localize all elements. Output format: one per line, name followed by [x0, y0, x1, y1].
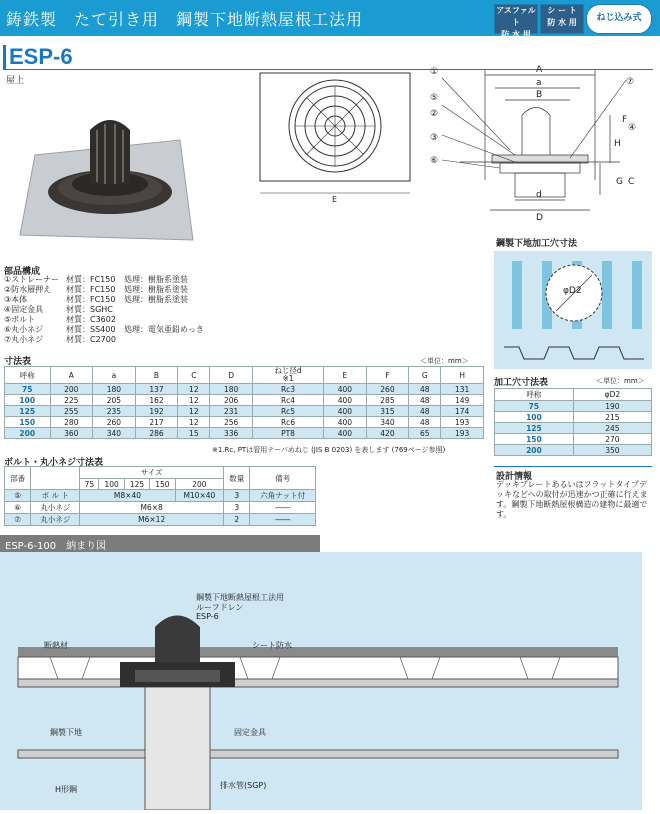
- table-row: [495, 445, 652, 456]
- badge-line2: 防 水 用: [547, 18, 577, 27]
- install-drawing: [0, 552, 642, 810]
- dims-header: a: [93, 367, 136, 384]
- cell: ボ ル ト: [31, 490, 80, 502]
- cell: 12: [178, 406, 210, 417]
- cell: 231: [210, 406, 253, 417]
- dim-a-lower: a: [536, 78, 542, 88]
- bolts-table: [4, 466, 316, 526]
- callout-1: ①: [430, 67, 439, 77]
- product-label-1: 鋼製下地断熱屋根工法用: [196, 593, 284, 602]
- cell: Rc6: [252, 417, 323, 428]
- bolts-h-note: 備考: [250, 467, 316, 490]
- cell: 420: [366, 428, 409, 439]
- cell: 260: [93, 417, 136, 428]
- location-label: 屋上: [6, 76, 25, 86]
- part-treatment: 処理：電気亜鉛めっき: [124, 325, 204, 334]
- install-diagram: [0, 552, 642, 810]
- cell: ――: [250, 514, 316, 526]
- bolts-title: ボルト・丸小ネジ寸法表: [4, 458, 104, 468]
- deck-plate-drawing: [494, 251, 652, 369]
- product-label-3: ESP-6: [196, 612, 219, 621]
- cell: 150: [495, 434, 574, 445]
- cell: ⑥: [5, 502, 31, 514]
- size-col: 100: [99, 479, 124, 490]
- table-row: [495, 434, 652, 445]
- cell: 255: [50, 406, 93, 417]
- cell: 75: [5, 384, 51, 395]
- cell: 150: [5, 417, 51, 428]
- bolts-h-name: [31, 467, 80, 490]
- dims-footnote: ※1.Rc, PTは管用テーパめねじ (JIS B 0203) を表します (769ページ参照): [212, 446, 446, 454]
- cell: M6×12: [80, 514, 224, 526]
- size-col: 200: [175, 479, 223, 490]
- cell: 15: [178, 428, 210, 439]
- dims-title: 寸法表: [4, 357, 32, 367]
- table-row: [5, 406, 484, 417]
- cell: 400: [324, 428, 367, 439]
- dims-unit: ＜単位：mm＞: [420, 357, 469, 365]
- cell: Rc5: [252, 406, 323, 417]
- dims-header: H: [441, 367, 484, 384]
- part-material: 材質：C2700: [66, 335, 116, 344]
- parts-list: [4, 275, 204, 345]
- dims-header: D: [210, 367, 253, 384]
- part-material: 材質：SGHC: [66, 305, 113, 314]
- cell: 100: [495, 412, 574, 423]
- cell: Rc3: [252, 384, 323, 395]
- cell: 256: [210, 417, 253, 428]
- table-row: [5, 417, 484, 428]
- cut-hole-label: φD2: [563, 286, 582, 296]
- cell: 200: [495, 445, 574, 456]
- design-title: 設計情報: [496, 472, 533, 482]
- cell: 125: [5, 406, 51, 417]
- part-material: 材質：C3602: [66, 315, 116, 324]
- cutdims-header: 呼称: [495, 389, 574, 401]
- dims-header: G: [409, 367, 441, 384]
- cell: 400: [324, 384, 367, 395]
- cell: 235: [93, 406, 136, 417]
- table-row: [495, 423, 652, 434]
- part-name: ②防水層押え: [4, 285, 52, 294]
- part-material: 材質：FC150: [66, 285, 116, 294]
- parts-row: [4, 305, 204, 315]
- callout-3: ③: [430, 133, 439, 143]
- page-title: 鋳鉄製 たて引き用 鋼製下地断熱屋根工法用: [6, 10, 364, 29]
- cell: 225: [50, 395, 93, 406]
- sheet-badge: [540, 4, 584, 34]
- cell: 75: [495, 401, 574, 412]
- cutdims-header: φD2: [573, 389, 651, 401]
- cell: 286: [135, 428, 178, 439]
- table-row: [495, 401, 652, 412]
- cell: 3: [224, 490, 250, 502]
- dim-f: F: [622, 115, 628, 125]
- h-beam-label: H形鋼: [55, 785, 78, 794]
- cut-diagram: [494, 251, 652, 369]
- parts-title: 部品構成: [4, 267, 41, 277]
- parts-row: [4, 295, 204, 305]
- cell: 192: [135, 406, 178, 417]
- cell: 12: [178, 395, 210, 406]
- cell: M6×8: [80, 502, 224, 514]
- dim-d-upper: D: [536, 213, 543, 223]
- cell: 315: [366, 406, 409, 417]
- size-col: 150: [150, 479, 175, 490]
- design-divider: [494, 466, 652, 467]
- parts-row: [4, 285, 204, 295]
- cell: 217: [135, 417, 178, 428]
- parts-row: [4, 275, 204, 285]
- section-view-drawing: [430, 60, 650, 225]
- dim-h: H: [614, 139, 621, 149]
- cell: 100: [5, 395, 51, 406]
- cell: 131: [441, 384, 484, 395]
- parts-row: [4, 315, 204, 325]
- cell: 125: [495, 423, 574, 434]
- dims-header-text: ねじ径d: [274, 366, 302, 375]
- table-row: [5, 502, 316, 514]
- dim-d-lower: d: [536, 190, 542, 200]
- cell: 丸小ネジ: [31, 514, 80, 526]
- part-treatment: 処理：樹脂系塗装: [124, 275, 188, 284]
- dim-a-upper: A: [536, 65, 543, 75]
- dim-g: G: [616, 177, 623, 187]
- dim-c: C: [628, 177, 635, 187]
- cell: M8×40: [80, 490, 175, 502]
- cell: 174: [441, 406, 484, 417]
- cell: 215: [573, 412, 651, 423]
- cell: 400: [324, 417, 367, 428]
- part-treatment: 処理：樹脂系塗装: [124, 295, 188, 304]
- part-material: 材質：FC150: [66, 275, 116, 284]
- cell: 270: [573, 434, 651, 445]
- dims-header: 呼称: [5, 367, 51, 384]
- part-name: ⑤ボルト: [4, 315, 36, 324]
- part-name: ③本体: [4, 295, 28, 304]
- cell: 3: [224, 502, 250, 514]
- badge-line1: アスファルト: [496, 6, 536, 27]
- install-title: ESP-6-100 納まり図: [5, 541, 107, 552]
- cell: 200: [5, 428, 51, 439]
- product-label-2: ルーフドレン: [196, 603, 244, 612]
- part-name: ⑥丸小ネジ: [4, 325, 44, 334]
- callout-2: ②: [430, 109, 439, 119]
- dims-header: C: [178, 367, 210, 384]
- cell: 360: [50, 428, 93, 439]
- cell: 193: [441, 417, 484, 428]
- parts-row: [4, 325, 204, 335]
- fixing-bracket-label: 固定金具: [234, 728, 266, 737]
- model-name: ESP-6: [9, 44, 73, 69]
- cell: 12: [178, 384, 210, 395]
- dims-header: A: [50, 367, 93, 384]
- cell: 206: [210, 395, 253, 406]
- cell: 180: [210, 384, 253, 395]
- cell: 65: [409, 428, 441, 439]
- size-col: 125: [124, 479, 149, 490]
- cell: 48: [409, 384, 441, 395]
- cell: M10×40: [175, 490, 223, 502]
- cell: 350: [573, 445, 651, 456]
- dims-table: [4, 366, 484, 439]
- cell: ――: [250, 502, 316, 514]
- design-text: デッキプレートあるいはフラットタイプデッキなどへの取付が迅速かつ正確に行えます。鋼製下地断熱屋根構造の建物に最適です。: [496, 480, 648, 519]
- part-name: ①ストレーナー: [4, 275, 60, 284]
- part-material: 材質：FC150: [66, 295, 116, 304]
- screw-badge: [586, 4, 652, 34]
- bolts-h-size: サイズ: [80, 467, 224, 479]
- cell: 340: [93, 428, 136, 439]
- table-row: [5, 395, 484, 406]
- cell: 六角ナット付: [250, 490, 316, 502]
- size-col: 75: [80, 479, 99, 490]
- callout-6: ⑥: [430, 156, 439, 166]
- callout-5: ⑤: [430, 93, 439, 103]
- table-row: [5, 428, 484, 439]
- cell: 200: [50, 384, 93, 395]
- dim-b: B: [536, 90, 543, 100]
- cell: 48: [409, 395, 441, 406]
- table-row: [5, 514, 316, 526]
- parts-row: [4, 335, 204, 345]
- part-treatment: 処理：樹脂系塗装: [124, 285, 188, 294]
- part-name: ⑦丸小ネジ: [4, 335, 44, 344]
- dims-header-note: ※1: [282, 374, 294, 383]
- cell: 285: [366, 395, 409, 406]
- table-row: [5, 490, 316, 502]
- table-row: [5, 384, 484, 395]
- dims-header: [252, 367, 323, 384]
- cell: 48: [409, 406, 441, 417]
- cell: 336: [210, 428, 253, 439]
- cell: 205: [93, 395, 136, 406]
- badge-line2: 防 水 用: [501, 30, 531, 39]
- table-row: [495, 412, 652, 423]
- top-view-drawing: [255, 68, 420, 208]
- cell: 48: [409, 417, 441, 428]
- dims-header: B: [135, 367, 178, 384]
- cell: 137: [135, 384, 178, 395]
- sheet-waterproof-label: シート防水: [252, 641, 292, 650]
- model-accent-bar: [3, 45, 6, 69]
- cell: 2: [224, 514, 250, 526]
- cutdims-title: 加工穴寸法表: [494, 378, 549, 388]
- cutdims-table: [494, 388, 652, 456]
- cell: 400: [324, 406, 367, 417]
- callout-7: ⑦: [626, 77, 635, 87]
- cell: 180: [93, 384, 136, 395]
- cell: PT8: [252, 428, 323, 439]
- cutdims-unit: ＜単位：mm＞: [596, 377, 645, 385]
- dim-label-e: E: [332, 195, 338, 204]
- drain-pipe-label: 排水管(SGP): [220, 781, 267, 790]
- badge-line1: シ ー ト: [547, 6, 577, 15]
- product-photo: [15, 100, 195, 250]
- cell: ⑦: [5, 514, 31, 526]
- badge-label: ねじ込み式: [596, 13, 642, 23]
- callout-4: ④: [628, 123, 637, 133]
- cell: Rc4: [252, 395, 323, 406]
- cell: 260: [366, 384, 409, 395]
- part-material: 材質：SS400: [66, 325, 116, 334]
- asphalt-badge: [494, 4, 538, 39]
- dims-header: F: [366, 367, 409, 384]
- cell: 340: [366, 417, 409, 428]
- cell: 162: [135, 395, 178, 406]
- cell: ⑤: [5, 490, 31, 502]
- cut-title: 鋼製下地加工穴寸法: [496, 239, 578, 249]
- cell: 400: [324, 395, 367, 406]
- dims-header: E: [324, 367, 367, 384]
- part-name: ④固定金具: [4, 305, 44, 314]
- bolts-h-qty: 数量: [224, 467, 250, 490]
- cell: 149: [441, 395, 484, 406]
- cell: 193: [441, 428, 484, 439]
- cell: 丸小ネジ: [31, 502, 80, 514]
- cell: 12: [178, 417, 210, 428]
- bolts-h-part: 部番: [5, 467, 31, 490]
- cell: 245: [573, 423, 651, 434]
- steel-base-label: 鋼製下地: [50, 728, 82, 737]
- cell: 190: [573, 401, 651, 412]
- cell: 280: [50, 417, 93, 428]
- insulation-label: 断熱材: [44, 641, 68, 650]
